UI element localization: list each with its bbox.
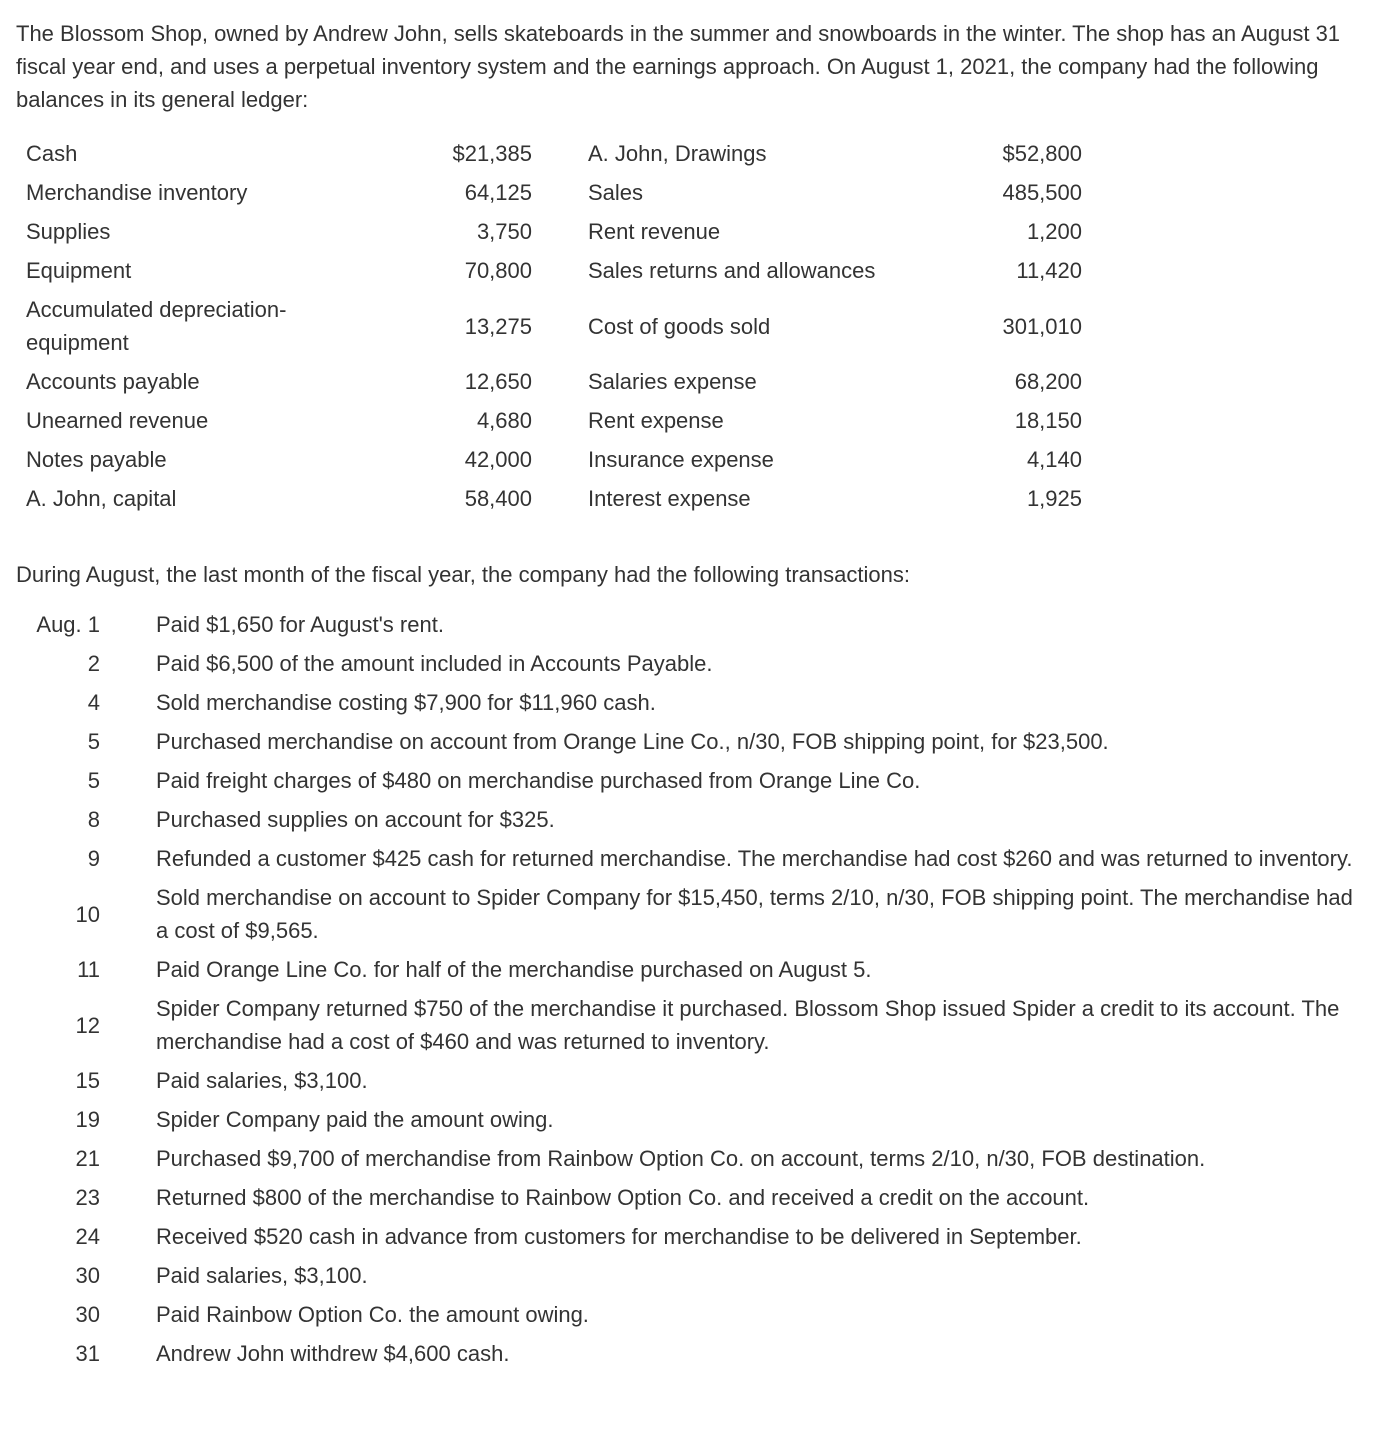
transaction-description: Purchased $9,700 of merchandise from Rainbow Option Co. on account, terms 2/10, n/30, FOB destination. (156, 1146, 1206, 1171)
transaction-date: 11 (77, 957, 100, 982)
transaction-date: Aug. 1 (36, 612, 100, 637)
transaction-row (16, 1139, 1366, 1178)
ledger-account-name (16, 290, 432, 362)
ledger-account-name: Insurance expense (588, 447, 774, 472)
ledger-account-name: Rent revenue (588, 219, 721, 244)
transaction-date: 30 (75, 1302, 100, 1327)
transaction-date: 23 (75, 1185, 100, 1210)
transaction-description: Received $520 cash in advance from customers for merchandise to be delivered in September. (156, 1224, 1082, 1249)
ledger-account-balance: 13,275 (464, 313, 532, 339)
transaction-row (16, 644, 1366, 683)
transaction-description: Spider Company returned $750 of the merchandise it purchased. Blossom Shop issued Spider a credit to its account. The merchandise had a cost of $460 and was returned to inventory. (156, 996, 1340, 1054)
ledger-account-balance: 3,750 (476, 219, 532, 244)
ledger-row (16, 212, 1082, 251)
transaction-row (16, 989, 1366, 1061)
transaction-row (16, 878, 1366, 950)
transaction-date: 31 (75, 1341, 100, 1366)
transaction-date: 9 (87, 846, 100, 871)
ledger-account-name: A. John, Drawings (588, 141, 767, 166)
ledger-account-balance: 11,420 (1016, 258, 1082, 283)
transaction-row (16, 1217, 1366, 1256)
ledger-account-balance: 4,680 (476, 408, 532, 433)
ledger-account-name-text: Accumulated depreciation-equipment (26, 297, 287, 355)
ledger-account-balance: 70,800 (464, 258, 532, 283)
ledger-row (16, 362, 1082, 401)
ledger-account-name: Cash (26, 141, 78, 166)
transaction-date: 5 (87, 729, 100, 754)
transaction-row (16, 1061, 1366, 1100)
transaction-description: Paid Orange Line Co. for half of the merchandise purchased on August 5. (156, 957, 872, 982)
transaction-date: 15 (75, 1068, 100, 1093)
transaction-date: 30 (75, 1263, 100, 1288)
transaction-date: 10 (75, 901, 100, 927)
transaction-description: Paid Rainbow Option Co. the amount owing. (156, 1302, 589, 1327)
ledger-balances-table (16, 134, 1082, 518)
transaction-row (16, 800, 1366, 839)
ledger-account-name: Sales (588, 180, 644, 205)
transaction-description: Paid $1,650 for August's rent. (156, 612, 444, 637)
transaction-description: Paid salaries, $3,100. (156, 1263, 368, 1288)
ledger-account-name: Accounts payable (26, 369, 200, 394)
transactions-intro: During August, the last month of the fiscal year, the company had the following transactions: (16, 562, 910, 587)
ledger-account-name: Merchandise inventory (26, 180, 248, 205)
problem-document (16, 17, 1376, 1373)
ledger-account-name: Notes payable (26, 447, 167, 472)
ledger-account-balance: 18,150 (1014, 408, 1082, 433)
ledger-account-balance: 42,000 (464, 447, 532, 472)
transaction-row (16, 839, 1366, 878)
transaction-description: Purchased merchandise on account from Orange Line Co., n/30, FOB shipping point, for $23,500. (156, 729, 1109, 754)
ledger-account-name: Cost of goods sold (588, 313, 771, 339)
transaction-row (16, 683, 1366, 722)
ledger-account-name: Interest expense (588, 486, 751, 511)
ledger-account-name: Salaries expense (588, 369, 757, 394)
transaction-date: 24 (75, 1224, 100, 1249)
ledger-account-balance: 58,400 (464, 486, 532, 511)
transaction-row (16, 1100, 1366, 1139)
ledger-account-balance: 12,650 (464, 369, 532, 394)
ledger-account-balance: $21,385 (452, 141, 532, 166)
transaction-description: Purchased supplies on account for $325. (156, 807, 555, 832)
ledger-account-balance: $52,800 (1002, 141, 1082, 166)
transaction-row (16, 1256, 1366, 1295)
transaction-row (16, 605, 1366, 644)
ledger-account-name: Rent expense (588, 408, 724, 433)
transaction-description: Refunded a customer $425 cash for returned merchandise. The merchandise had cost $260 and was returned to inventory. (156, 846, 1353, 871)
ledger-account-balance: 68,200 (1014, 369, 1082, 394)
ledger-account-balance: 64,125 (464, 180, 532, 205)
transaction-date: 19 (75, 1107, 100, 1132)
transaction-date: 21 (75, 1146, 100, 1171)
transaction-row (16, 761, 1366, 800)
transaction-row (16, 1295, 1366, 1334)
ledger-row (16, 251, 1082, 290)
transaction-description: Paid freight charges of $480 on merchandise purchased from Orange Line Co. (156, 768, 921, 793)
transaction-date: 4 (87, 690, 100, 715)
ledger-row (16, 290, 1082, 362)
ledger-account-name: Supplies (26, 219, 111, 244)
ledger-account-balance: 1,200 (1026, 219, 1082, 244)
ledger-row (16, 401, 1082, 440)
ledger-row (16, 479, 1082, 518)
ledger-account-name: Unearned revenue (26, 408, 209, 433)
transaction-row (16, 950, 1366, 989)
transaction-description: Paid salaries, $3,100. (156, 1068, 368, 1093)
ledger-account-name: Equipment (26, 258, 132, 283)
transaction-row (16, 1178, 1366, 1217)
transaction-description: Returned $800 of the merchandise to Rainbow Option Co. and received a credit on the account. (156, 1185, 1090, 1210)
transaction-date: 12 (75, 1012, 100, 1038)
ledger-row (16, 440, 1082, 479)
ledger-row (16, 134, 1082, 173)
transaction-row (16, 722, 1366, 761)
transaction-description: Sold merchandise costing $7,900 for $11,960 cash. (156, 690, 656, 715)
transactions-table (16, 605, 1366, 1373)
transaction-row (16, 1334, 1366, 1373)
transaction-date: 2 (87, 651, 100, 676)
transaction-description: Spider Company paid the amount owing. (156, 1107, 554, 1132)
transaction-date: 8 (87, 807, 100, 832)
ledger-row (16, 173, 1082, 212)
transaction-description: Sold merchandise on account to Spider Company for $15,450, terms 2/10, n/30, FOB shipping point. The merchandise had a cost of $9,565. (156, 885, 1353, 943)
ledger-account-name: Sales returns and allowances (588, 258, 876, 283)
ledger-account-balance: 1,925 (1026, 486, 1082, 511)
intro-paragraph: The Blossom Shop, owned by Andrew John, sells skateboards in the summer and snowboards in the winter. The shop has an August 31 fiscal year end, and uses a perpetual inventory system and the earnings approach. On August 1, 2021, the company had the following balances in its general ledger: (16, 21, 1341, 112)
ledger-account-name: A. John, capital (26, 486, 177, 511)
transaction-description: Paid $6,500 of the amount included in Accounts Payable. (156, 651, 713, 676)
ledger-account-balance: 4,140 (1026, 447, 1082, 472)
transaction-description: Andrew John withdrew $4,600 cash. (156, 1341, 510, 1366)
transaction-date: 5 (87, 768, 100, 793)
ledger-account-balance: 301,010 (1002, 313, 1082, 339)
ledger-account-balance: 485,500 (1002, 180, 1082, 205)
